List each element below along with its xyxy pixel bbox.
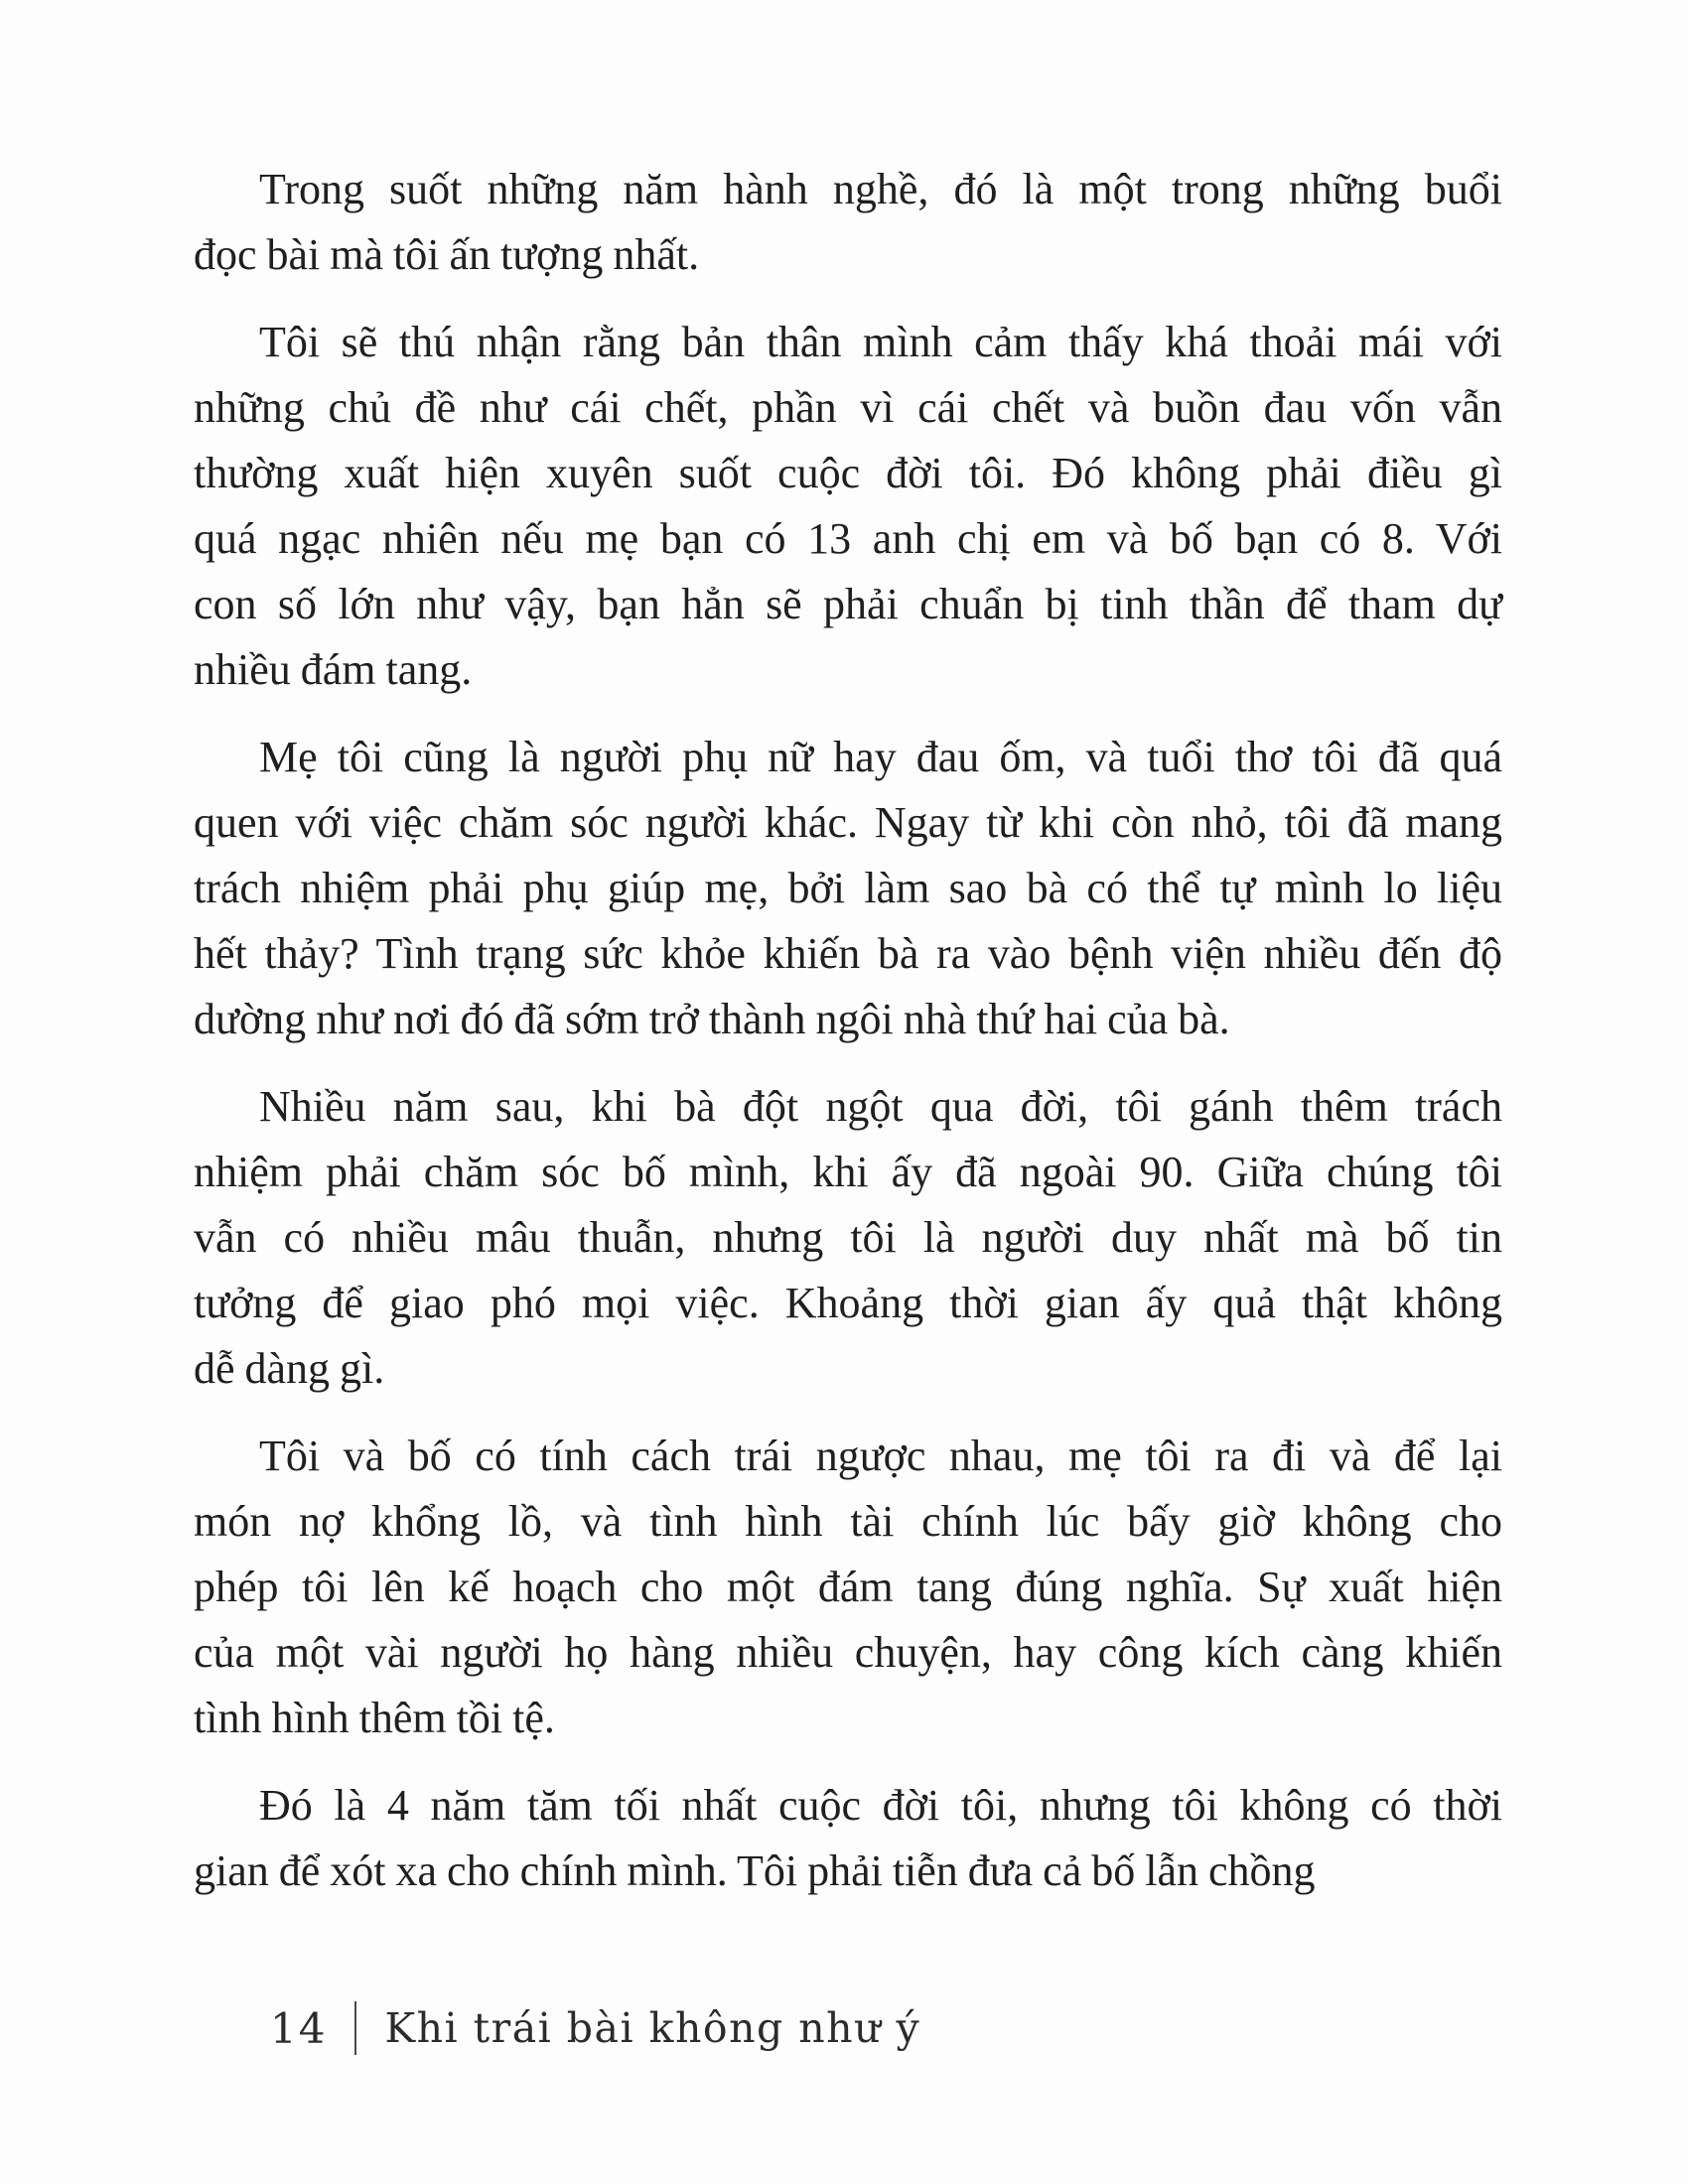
footer-divider-bar xyxy=(354,2001,356,2055)
paragraph xyxy=(194,157,1502,288)
text-line: tưởng để giao phó mọi việc. Khoảng thời gian ấy quả thật không xyxy=(194,1279,1502,1327)
text-line: dường như nơi đó đã sớm trở thành ngôi nhà thứ hai của bà. xyxy=(194,995,1230,1043)
text-line: vẫn có nhiều mâu thuẫn, nhưng tôi là người duy nhất mà bố tin xyxy=(194,1213,1502,1262)
text-line: hết thảy? Tình trạng sức khỏe khiến bà ra vào bệnh viện nhiều đến độ xyxy=(194,929,1502,978)
text-line: thường xuất hiện xuyên suốt cuộc đời tôi. Đó không phải điều gì xyxy=(194,449,1502,497)
text-line: quá ngạc nhiên nếu mẹ bạn có 13 anh chị em và bố bạn có 8. Với xyxy=(194,514,1502,563)
text-line: Mẹ tôi cũng là người phụ nữ hay đau ốm, và tuổi thơ tôi đã quá xyxy=(259,733,1502,781)
paragraph xyxy=(194,310,1502,703)
text-line: trách nhiệm phải phụ giúp mẹ, bởi làm sao bà có thể tự mình lo liệu xyxy=(194,864,1502,912)
text-line: nhiều đám tang. xyxy=(194,645,473,694)
paragraph xyxy=(194,1074,1502,1402)
paragraph xyxy=(194,725,1502,1052)
text-line: Tôi sẽ thú nhận rằng bản thân mình cảm thấy khá thoải mái với xyxy=(259,318,1502,366)
text-line: món nợ khổng lồ, và tình hình tài chính lúc bấy giờ không cho xyxy=(194,1497,1502,1546)
text-line: Nhiều năm sau, khi bà đột ngột qua đời, tôi gánh thêm trách xyxy=(259,1082,1502,1131)
body-text xyxy=(194,157,1502,1926)
text-line: gian để xót xa cho chính mình. Tôi phải tiễn đưa cả bố lẫn chồng xyxy=(194,1846,1316,1895)
text-line: Đó là 4 năm tăm tối nhất cuộc đời tôi, nhưng tôi không có thời xyxy=(259,1781,1502,1830)
page-number: 14 xyxy=(270,2003,328,2053)
text-line: của một vài người họ hàng nhiều chuyện, hay công kích càng khiến xyxy=(194,1628,1502,1677)
text-line: những chủ đề như cái chết, phần vì cái chết và buồn đau vốn vẫn xyxy=(194,383,1502,432)
page-footer xyxy=(270,2001,920,2055)
text-line: Tôi và bố có tính cách trái ngược nhau, mẹ tôi ra đi và để lại xyxy=(259,1432,1502,1480)
text-line: Trong suốt những năm hành nghề, đó là một trong những buổi xyxy=(259,165,1502,213)
paragraph xyxy=(194,1424,1502,1751)
text-line: đọc bài mà tôi ấn tượng nhất. xyxy=(194,230,700,279)
text-line: dễ dàng gì. xyxy=(194,1344,385,1393)
text-line: quen với việc chăm sóc người khác. Ngay từ khi còn nhỏ, tôi đã mang xyxy=(194,798,1502,847)
text-line: phép tôi lên kế hoạch cho một đám tang đúng nghĩa. Sự xuất hiện xyxy=(194,1563,1502,1611)
text-line: con số lớn như vậy, bạn hẳn sẽ phải chuẩn bị tinh thần để tham dự xyxy=(194,580,1502,628)
paragraph xyxy=(194,1773,1502,1904)
book-title: Khi trái bài không như ý xyxy=(384,2004,921,2052)
text-line: tình hình thêm tồi tệ. xyxy=(194,1694,555,1742)
text-line: nhiệm phải chăm sóc bố mình, khi ấy đã ngoài 90. Giữa chúng tôi xyxy=(194,1148,1502,1196)
